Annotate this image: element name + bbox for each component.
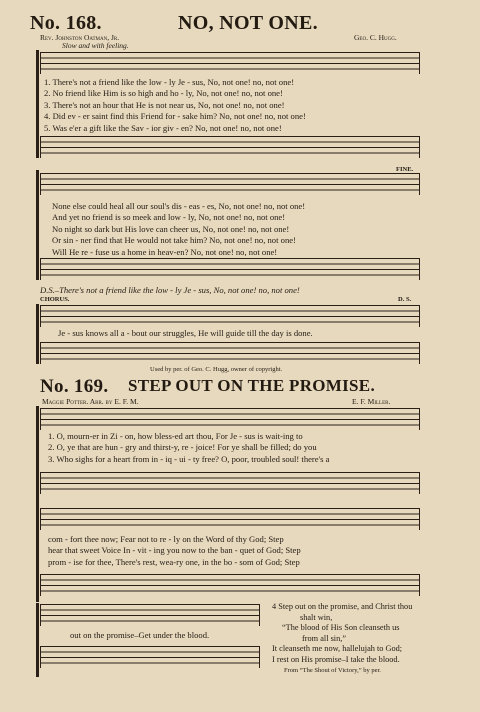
verse-line: hear that sweet Voice In - vit - ing you now to the ban - quet of God; Step: [48, 545, 301, 556]
hymn-168-verses: [44, 77, 424, 134]
verse-4-line: “The blood of His Son cleanseth us: [282, 623, 400, 633]
verse-line: 2. O, ye that are hun - gry and thirst-y, re - joice! For ye shall be filled; do you: [48, 442, 317, 453]
music-staff: [40, 258, 420, 280]
verse-line: com - fort thee now; Fear not to re - ly on the Word of thy God; Step: [48, 534, 284, 544]
verse-line: And yet no friend is so meek and low - ly, No, not one! no, not one!: [52, 212, 286, 223]
ds-mark: D. S.: [398, 296, 412, 303]
hymn-169-second-lines: [48, 534, 424, 568]
system-brace: [36, 603, 39, 677]
hymn-168-composer: Geo. C. Hugg.: [354, 33, 397, 42]
hymn-169-author: Maggie Potter. Arr. by E. F. M.: [42, 397, 139, 406]
verse-4-line: shalt win,: [300, 612, 333, 622]
verse-4-line: It cleanseth me now, hallelujah to God;: [272, 644, 403, 654]
hymn-168-author: Rev. Johnston Oatman, Jr.: [40, 33, 120, 42]
verse-4-line: from all sin,”: [302, 633, 347, 643]
music-staff: [40, 408, 420, 430]
music-staff: [40, 136, 420, 158]
verse-4: [272, 602, 472, 666]
verse-line: 3. There's not an hour that He is not near us, No, not one! no, not one!: [44, 99, 285, 110]
system-brace: [36, 406, 39, 510]
chorus-label: CHORUS.: [40, 296, 70, 303]
music-staff: [40, 646, 260, 668]
music-staff: [40, 574, 420, 596]
verse-line: 1. O, mourn-er in Zi - on, how bless-ed art thou, For Je - sus is wait-ing to: [48, 431, 303, 441]
verse-line: 1. There's not a friend like the low - ly Je - sus, No, not one! no, not one!: [44, 77, 295, 87]
hymn-168-number: No. 168.: [30, 12, 102, 34]
hymn-169-verses: [48, 431, 424, 465]
fine-mark: FINE.: [396, 166, 414, 173]
music-staff: [40, 508, 420, 530]
verse-line: Will He re - fuse us a home in heav-en? No, not one! no, not one!: [52, 246, 278, 257]
music-staff: [40, 52, 420, 74]
music-staff: [40, 305, 420, 327]
ds-line: D.S.–There's not a friend like the low - ly Je - sus, No, not one! no, not one!: [40, 285, 300, 295]
copyright-note: Used by per. of Geo. C. Hugg, owner of copyright.: [150, 366, 283, 373]
system-brace: [36, 50, 39, 158]
system-brace: [36, 506, 39, 602]
hymn-169-composer: E. F. Miller.: [352, 397, 391, 406]
music-staff: [40, 342, 420, 364]
verse-line: 3. Who sighs for a heart from in - iq - ui - ty free? O, poor, troubled soul! there's a: [48, 453, 330, 464]
verse-line: No night so dark but His love can cheer us, No, not one! no, not one!: [52, 223, 290, 234]
hymn-168-title: NO, NOT ONE.: [178, 12, 318, 34]
system-brace: [36, 304, 39, 364]
chorus-line: Je - sus knows all a - bout our struggles, He will guide till the day is done.: [58, 328, 313, 338]
verse-4-line: I rest on His promise–I take the blood.: [272, 654, 400, 664]
music-staff: [40, 472, 420, 494]
hymn-169-number: No. 169.: [40, 376, 109, 397]
hymn-169-title: STEP OUT ON THE PROMISE.: [128, 376, 375, 395]
system-brace: [36, 170, 39, 280]
source-note: From “The Shout of Victory,” by per.: [284, 667, 381, 674]
music-staff: [40, 604, 260, 626]
verse-line: 4. Did ev - er saint find this Friend for - sake him? No, not one! no, not one!: [44, 111, 306, 122]
verse-line: 2. No friend like Him is so high and ho - ly, No, not one! no, not one!: [44, 88, 283, 99]
verse-4-line: 4 Step out on the promise, and Christ thou: [272, 602, 413, 611]
hymn-168-tempo: Slow and with feeling.: [62, 41, 129, 50]
verse-line: 5. Was e'er a gift like the Sav - ior giv - en? No, not one! no, not one!: [44, 122, 282, 133]
hymn-168-second-lines: [52, 201, 424, 258]
verse-line: prom - ise for thee, There's rest, wea-ry one, in the bo - som of God; Step: [48, 556, 300, 567]
verse-line: None else could heal all our soul's dis - eas - es, No, not one! no, not one!: [52, 201, 306, 211]
refrain-line: out on the promise–Get under the blood.: [70, 630, 210, 640]
music-staff: [40, 173, 420, 195]
verse-line: Or sin - ner find that He would not take him? No, not one! no, not one!: [52, 235, 296, 246]
